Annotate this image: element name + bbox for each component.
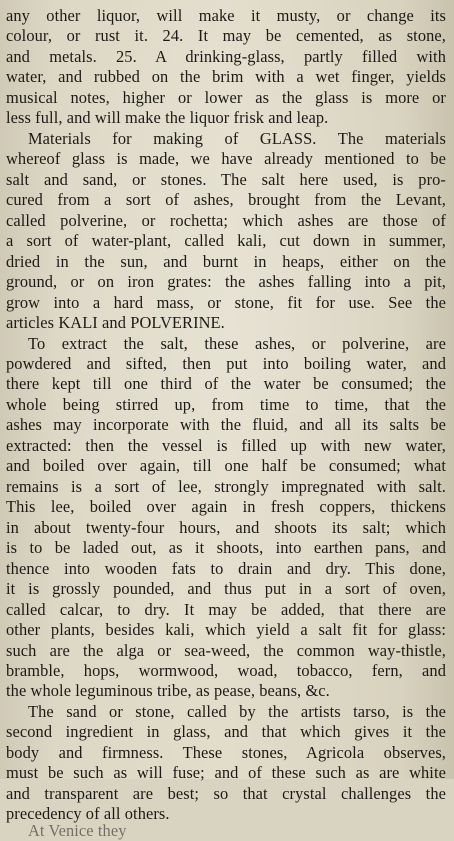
text-line: precedency of all others. <box>6 804 170 824</box>
text-line: other plants, besides kali, which yield a salt fit for glass: <box>6 620 446 640</box>
text-line: called polverine, or rochetta; which ashes are those of <box>6 210 446 230</box>
text-line: colour, or rust it. 24. It may be cemented, as stone, <box>6 26 446 46</box>
text-line: musical notes, higher or lower as the glass is more or <box>6 87 446 107</box>
text-line: any other liquor, will make it musty, or change its <box>6 6 446 25</box>
text-line: it is grossly pounded, and thus put in a sort of oven, <box>6 579 446 599</box>
text-line: dried in the sun, and burnt in heaps, either on the <box>6 251 446 271</box>
text-line: bramble, hops, wormwood, woad, tobacco, fern, and <box>6 661 446 680</box>
text-line: and boiled over again, till one half be consumed; what <box>6 456 446 476</box>
text-line: This lee, boiled over again in fresh coppers, thickens <box>6 497 446 517</box>
text-line: there kept till one third of the water be consumed; the <box>6 374 446 394</box>
text-line: whole being stirred up, from time to time, that the <box>6 394 446 414</box>
text-line: grow into a hard mass, or stone, fit for use. See the <box>6 292 446 312</box>
text-line: is to be laded out, as it shoots, into earthen pans, and <box>6 538 446 558</box>
text-line: and metals. 25. A drinking-glass, partly filled with <box>6 46 446 66</box>
text-line: thence into wooden fats to drain and dry. This done, <box>6 558 446 578</box>
text-line: powdered and sifted, then put into boiling water, and <box>6 353 446 373</box>
text-line: extracted: then the vessel is filled up with new water, <box>6 435 446 455</box>
text-line: and transparent are best; so that crystal challenges the <box>6 783 446 803</box>
text-line: water, and rubbed on the brim with a wet finger, yields <box>6 67 446 87</box>
text-line: whereof glass is made, we have already mentioned to be <box>6 149 446 169</box>
paragraph-start-line: The sand or stone, called by the artists tarso, is the <box>28 701 446 721</box>
text-line: second ingredient in glass, and that which gives it the <box>6 722 446 742</box>
text-line: cured from a sort of ashes, brought from the Levant, <box>6 190 446 210</box>
text-line: in about twenty-four hours, and shoots its salt; which <box>6 517 446 537</box>
text-line: such are the alga or sea-weed, the common way-thistle, <box>6 640 446 660</box>
text-line: must be such as will fuse; and of these such as are white <box>6 763 446 783</box>
text-line: called calcar, to dry. It may be added, that there are <box>6 599 446 619</box>
text-line: body and firmness. These stones, Agricola observes, <box>6 742 446 762</box>
text-line: ashes may incorporate with the fluid, and all its salts be <box>6 415 446 435</box>
text-line: ground, or on iron grates: the ashes falling into a pit, <box>6 272 446 292</box>
text-line: a sort of water-plant, called kali, cut down in summer, <box>6 231 446 251</box>
body-text <box>6 6 446 841</box>
text-line: the whole leguminous tribe, as pease, beans, &c. <box>6 681 330 701</box>
paragraph-start-line: To extract the salt, these ashes, or polverine, are <box>28 333 446 353</box>
text-line: salt and sand, or stones. The salt here used, is pro- <box>6 169 446 189</box>
cut-off-line: At Venice they <box>28 820 127 840</box>
section-heading-line: Materials for making of GLASS. The materials <box>28 128 446 148</box>
text-line: articles KALI and POLVERINE. <box>6 313 225 333</box>
text-line: remains is a sort of lee, strongly impregnated with salt. <box>6 476 446 496</box>
text-line: less full, and will make the liquor frisk and leap. <box>6 108 329 128</box>
